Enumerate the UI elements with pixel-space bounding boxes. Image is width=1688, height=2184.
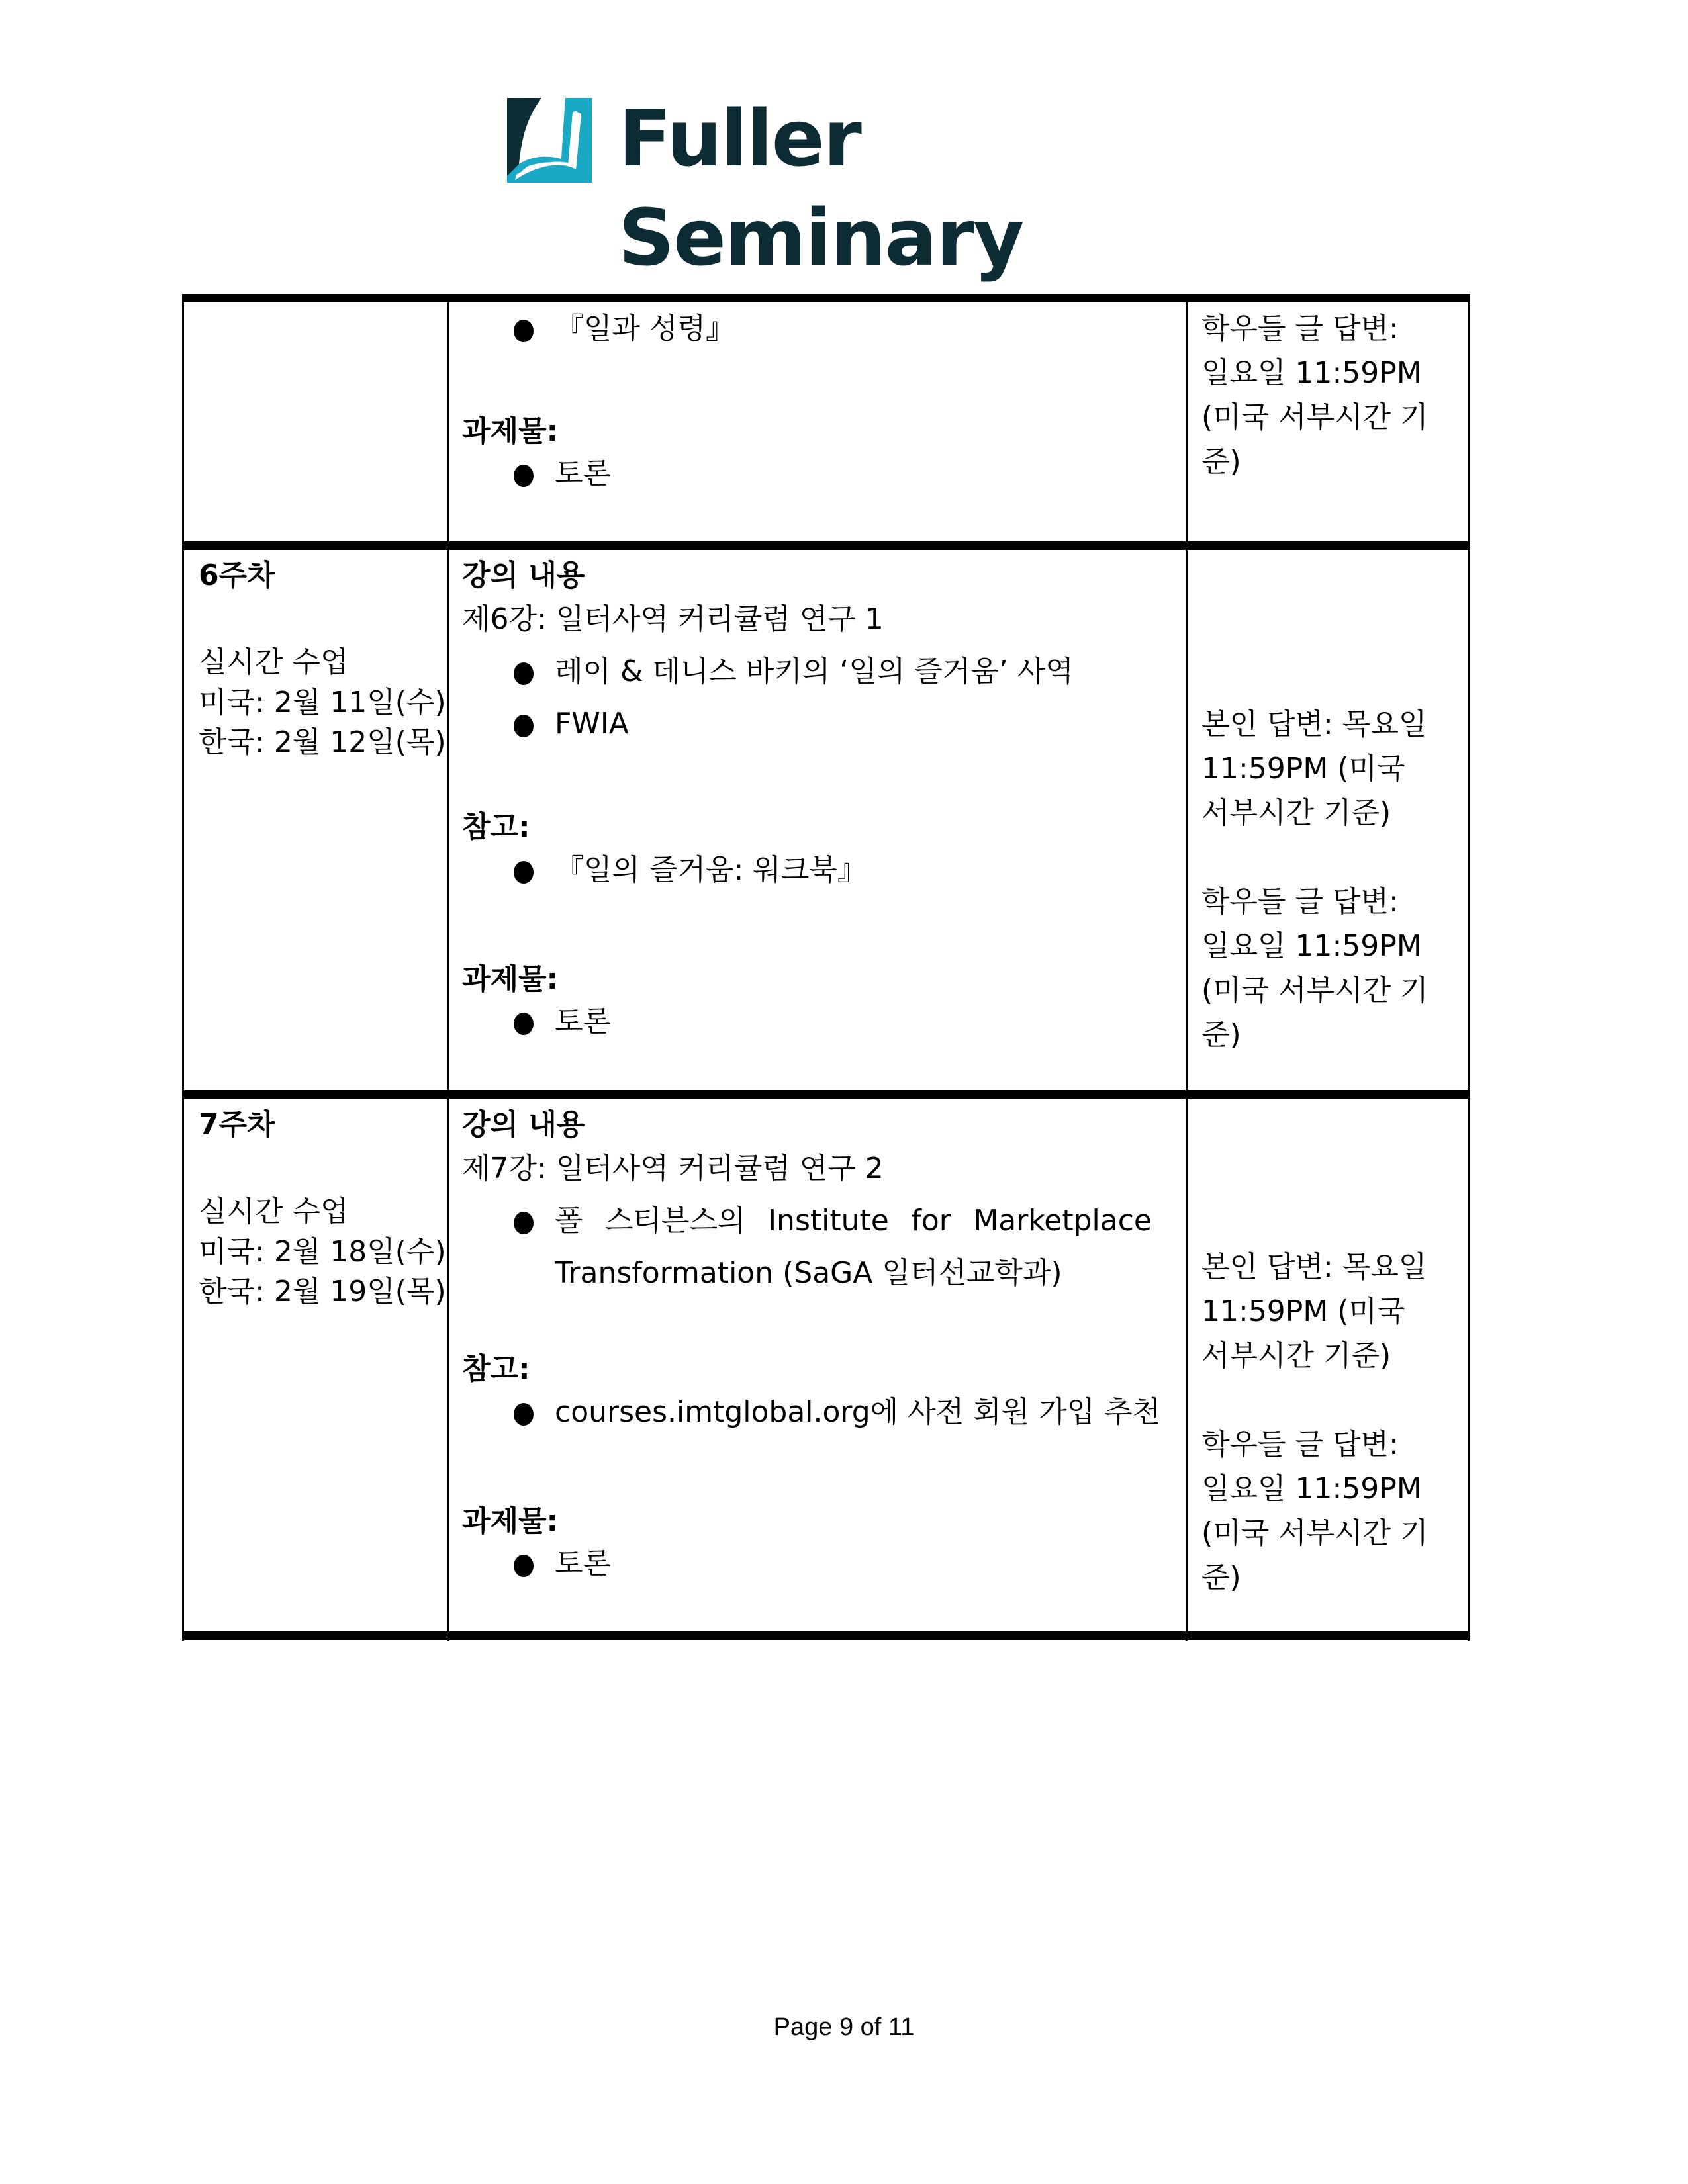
lecture-item: FWIA — [555, 707, 629, 741]
word: 스티븐스의 — [605, 1204, 746, 1238]
reference-label: 참고: — [462, 1352, 530, 1386]
row-divider — [182, 1090, 1470, 1099]
session-type: 실시간 수업 — [199, 645, 349, 679]
word: Institute — [768, 1204, 889, 1238]
reference-label: 참고: — [462, 810, 530, 844]
deadline-line: 서부시간 기준) — [1201, 796, 1391, 830]
fuller-seminary-logo — [507, 93, 1209, 283]
bullet-icon — [514, 662, 534, 685]
bullet-icon — [514, 715, 534, 737]
deadline-line: 학우들 글 답변: — [1201, 312, 1399, 345]
assignment-label: 과제물: — [462, 962, 559, 996]
table-border-bottom — [182, 1631, 1470, 1640]
deadline-line: 11:59PM (미국 — [1201, 752, 1405, 786]
assignment-label: 과제물: — [462, 1504, 559, 1538]
reference-item: 『일의 즐거움: 워크북』 — [555, 853, 867, 887]
bullet-icon — [514, 1212, 534, 1234]
column-divider — [1186, 294, 1188, 1641]
session-date-us: 미국: 2월 11일(수) — [199, 686, 446, 719]
assignment-label: 과제물: — [462, 414, 559, 448]
column-divider — [447, 294, 449, 1641]
deadline-line: 본인 답변: 목요일 — [1201, 1250, 1427, 1284]
deadline-line: (미국 서부시간 기 — [1201, 974, 1429, 1007]
session-date-kr: 한국: 2월 19일(목) — [199, 1275, 446, 1308]
column-divider — [182, 294, 184, 1641]
bullet-icon — [514, 1013, 534, 1035]
deadline-line: 일요일 11:59PM — [1201, 356, 1422, 390]
brand-name: Fuller Seminary — [618, 93, 1023, 283]
deadline-line: 일요일 11:59PM — [1201, 929, 1422, 963]
deadline-line: 서부시간 기준) — [1201, 1339, 1391, 1373]
lecture-item-line2: Transformation (SaGA 일터선교학과) — [555, 1256, 1062, 1290]
deadline-line: (미국 서부시간 기 — [1201, 1516, 1429, 1550]
deadline-line: 학우들 글 답변: — [1201, 1428, 1399, 1461]
open-book-logo-icon — [507, 98, 592, 183]
lecture-title: 제7강: 일터사역 커리큘럼 연구 2 — [462, 1152, 884, 1185]
reading-item: 『일과 성령』 — [555, 312, 735, 345]
deadline-line: (미국 서부시간 기 — [1201, 400, 1429, 434]
session-type: 실시간 수업 — [199, 1195, 349, 1228]
week-label: 7주차 — [199, 1108, 275, 1142]
deadline-line: 학우들 글 답변: — [1201, 885, 1399, 919]
assignment-item: 토론 — [555, 1547, 612, 1580]
session-date-kr: 한국: 2월 12일(목) — [199, 725, 446, 759]
lecture-item-line1 — [555, 1203, 1152, 1240]
deadline-line: 11:59PM (미국 — [1201, 1295, 1405, 1328]
deadline-line: 준) — [1201, 1018, 1241, 1052]
deadline-line: 준) — [1201, 445, 1241, 478]
table-border-top — [182, 294, 1470, 302]
bullet-icon — [514, 1403, 534, 1426]
lecture-title: 제6강: 일터사역 커리큘럼 연구 1 — [462, 602, 884, 636]
content-heading: 강의 내용 — [462, 559, 585, 592]
assignment-item: 토론 — [555, 1005, 612, 1038]
reference-item: courses.imtglobal.org에 사전 회원 가입 추천 — [555, 1395, 1161, 1429]
bullet-icon — [514, 465, 534, 487]
bullet-icon — [514, 861, 534, 884]
week-label: 6주차 — [199, 559, 275, 592]
bullet-icon — [514, 320, 534, 342]
word: for — [911, 1204, 951, 1238]
word: Marketplace — [973, 1204, 1152, 1238]
bullet-icon — [514, 1555, 534, 1577]
row-divider — [182, 541, 1470, 550]
content-heading: 강의 내용 — [462, 1108, 585, 1142]
page-number: Page 9 of 11 — [773, 2013, 915, 2041]
assignment-item: 토론 — [555, 457, 612, 490]
column-divider — [1468, 294, 1470, 1641]
word: 폴 — [555, 1204, 583, 1238]
deadline-line: 일요일 11:59PM — [1201, 1472, 1422, 1506]
deadline-line: 본인 답변: 목요일 — [1201, 707, 1427, 741]
lecture-item: 레이 & 데니스 바키의 ‘일의 즐거움’ 사역 — [555, 655, 1074, 688]
session-date-us: 미국: 2월 18일(수) — [199, 1235, 446, 1269]
deadline-line: 준) — [1201, 1561, 1241, 1594]
